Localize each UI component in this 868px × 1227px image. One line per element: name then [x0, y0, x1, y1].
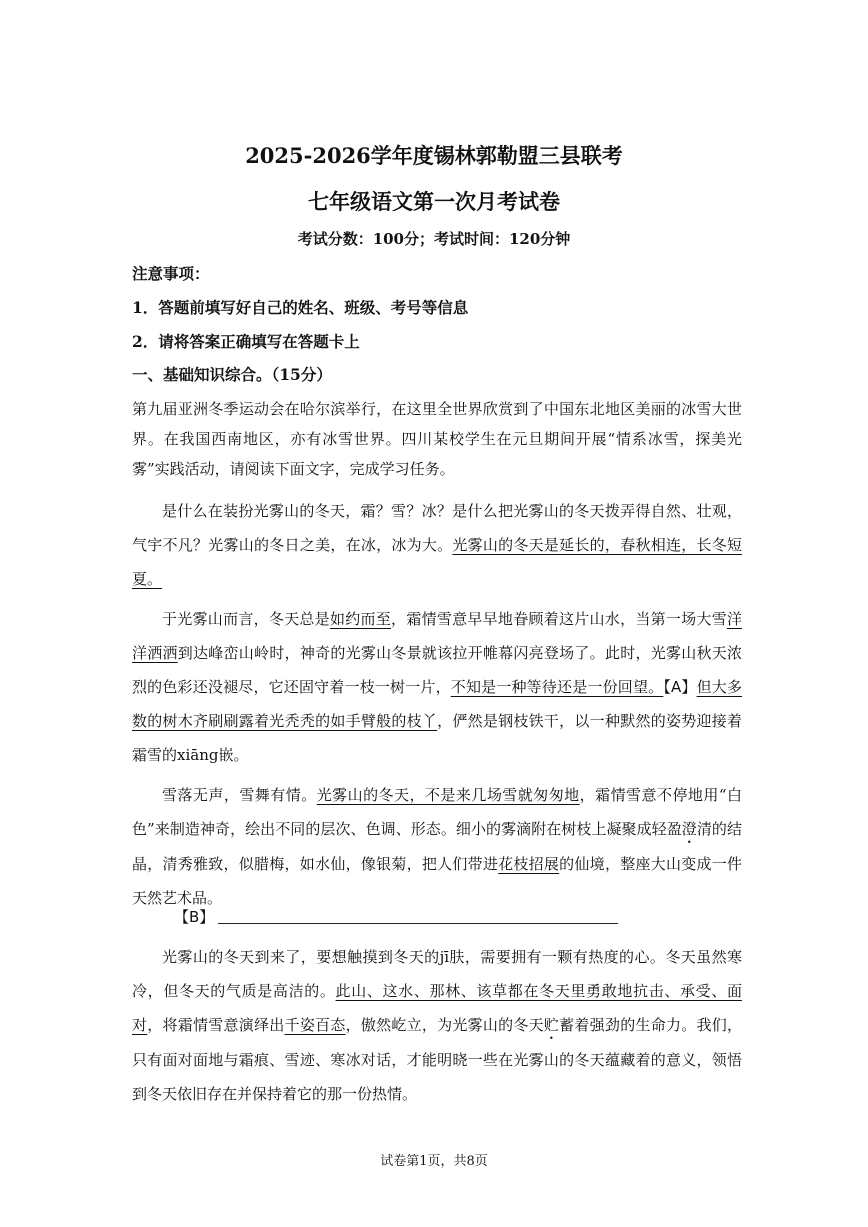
- underlined-sentence: 但大多数的树木齐刷刷露着光秃秃的如手臂般的枝丫: [132, 678, 742, 730]
- marker-a: 【A】: [663, 678, 697, 696]
- text-run: ，将霜情雪意演绎出: [147, 1016, 285, 1034]
- underlined-phrase: 如约而至: [329, 610, 392, 628]
- text-run: 到达峰峦山岭时，神奇的光雾山冬景就该拉开帷幕闪亮登场了。此时，光雾山秋天浓烈的色彩还没褪尽，它还固守着一枝一树一片，: [132, 644, 742, 696]
- text-run: ，俨然是钢枝铁干，以一种默然的姿势迎接着霜雪的xiāng嵌。: [132, 712, 742, 764]
- text-run: 是什么在装扮光雾山的冬天，霜？雪？冰？是什么把光雾山的冬天拨弄得自然、壮观，气宇不凡？光雾山的冬日之美，在冰，冰为大。: [132, 502, 742, 554]
- blank-b-line: [174, 906, 618, 927]
- passage-block-2: [132, 940, 742, 1111]
- exam-title-line1: 2025-2026学年度锡林郭勒盟三县联考: [245, 143, 623, 168]
- passage-paragraph-1: [132, 494, 742, 596]
- marker-b: 【B】: [174, 908, 215, 926]
- text-run: 清的结晶，清秀雅致，似腊梅，如水仙，像银菊，把人们带进: [132, 820, 742, 873]
- underlined-sentence: 光雾山的冬天，不是来几场雪就匆匆地: [316, 786, 580, 804]
- text-run: 雪落无声，雪舞有情。: [162, 786, 317, 804]
- text-run: 蓄着强劲的生命力。我们，只有面对面地与霜痕、雪迹、寒冰对话，才能明晓一些在光雾山的冬天蕴藏着的意义，领悟到冬天依旧存在并保持着它的那一份热情。: [132, 1016, 742, 1103]
- passage-paragraph-3: [132, 778, 742, 915]
- section-1-intro: 第九届亚洲冬季运动会在哈尔滨举行，在这里全世界欣赏到了中国东北地区美丽的冰雪大世界。在我国西南地区，亦有冰雪世界。四川某校学生在元旦期间开展“情系冰雪，探美光雾”实践活动，请阅读下面文字，完成学习任务。: [132, 400, 742, 478]
- underlined-phrase: 花枝招展: [498, 855, 560, 873]
- dotted-char: 澄: [681, 820, 697, 838]
- underlined-phrase: 洋洋洒洒: [132, 610, 742, 662]
- text-run: 光雾山的冬天到来了，要想触摸到冬天的jī肤，需要拥有一颗有热度的心。冬天虽然寒冷，但冬天的气质是高洁的。: [132, 948, 742, 1000]
- exam-info: 考试分数：100分；考试时间：120分钟: [297, 230, 571, 248]
- notice-item-2: 2．请将答案正确填写在答题卡上: [132, 332, 360, 351]
- notice-heading: 注意事项：: [132, 264, 210, 283]
- underlined-sentence: 不知是一种等待还是一份回望。: [450, 678, 664, 696]
- underlined-sentence: 光雾山的冬天是延长的，春秋相连，长冬短夏。: [132, 536, 742, 588]
- notice-item-1: 1．答题前填写好自己的姓名、班级、考号等信息: [132, 298, 469, 317]
- text-run: 的仙境，整座大山变成一件天然艺术品。: [132, 855, 742, 907]
- page-footer: 试卷第1页，共8页: [380, 1154, 488, 1169]
- passage-block-1: [132, 494, 742, 915]
- dotted-char: 贮: [543, 1016, 560, 1034]
- exam-title-line2: 七年级语文第一次月考试卷: [308, 189, 560, 214]
- text-run: ，傲然屹立，为光雾山的冬天: [345, 1016, 544, 1034]
- section-1-heading: 一、基础知识综合。（15分）: [132, 365, 332, 384]
- passage-paragraph-2: [132, 602, 742, 772]
- passage-paragraph-4: [132, 940, 742, 1111]
- text-run: 于光雾山而言，冬天总是: [162, 610, 330, 628]
- text-run: ，霜情雪意早早地眷顾着这片山水，当第一场大雪: [391, 610, 727, 628]
- answer-blank: [218, 923, 618, 924]
- underlined-sentence: 此山、这水、那林、该草都在冬天里勇敢地抗击、承受、面对: [132, 982, 742, 1034]
- text-run: ，霜情雪意不停地用“白色”来制造神奇，绘出不同的层次、色调、形态。细小的雾滴附在树枝上凝聚成轻盈: [132, 786, 742, 838]
- underlined-phrase: 千姿百态: [284, 1016, 346, 1034]
